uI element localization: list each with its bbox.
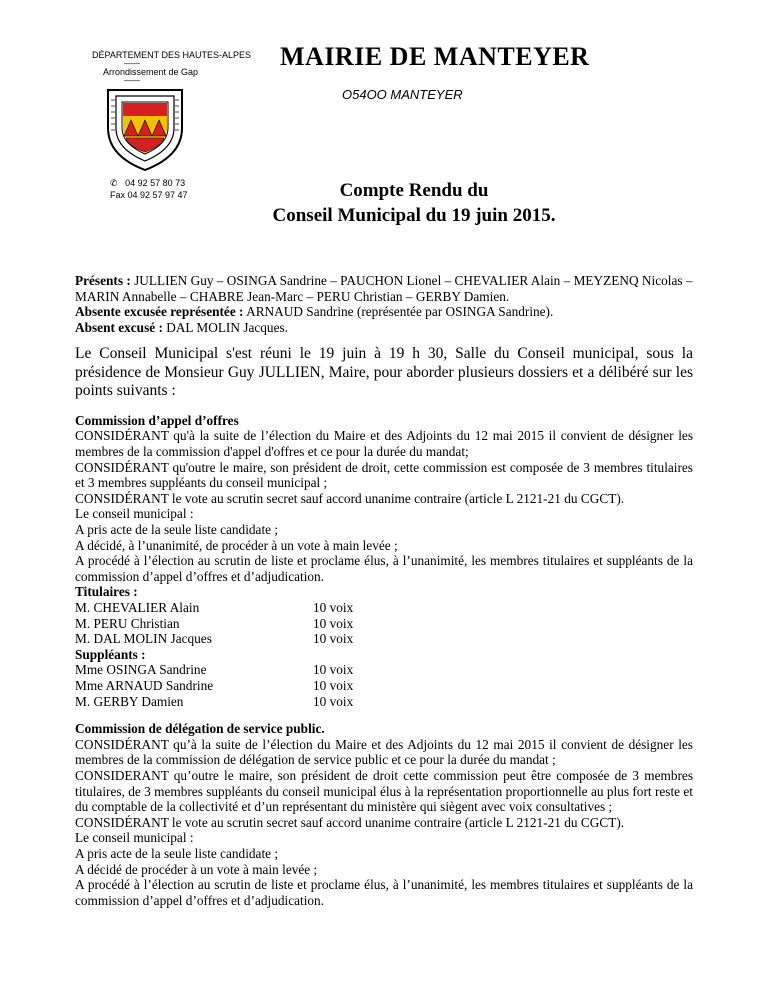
section2-p2: CONSIDERANT qu’outre le maire, son président de droit cette commission peut être composée de 3 membres titulaires, de 3 membres suppléants du conseil municipal élus à la représentation proportionnelle au plus fort reste et du comptable de la collectivité et d’un représentant du ministère qui siègent avec voix consultatives ; <box>75 767 693 815</box>
member-votes: 10 voix <box>313 693 354 709</box>
member-name: M. PERU Christian <box>75 615 180 631</box>
absente-label: Absente excusée représentée : <box>75 304 244 320</box>
section2-p3: CONSIDÉRANT le vote au scrutin secret sauf accord unanime contraire (article L 2121-21 du CGCT). <box>75 814 625 830</box>
member-votes: 10 voix <box>313 600 354 615</box>
member-name: Mme ARNAUD Sandrine <box>75 677 214 693</box>
section1-p7: A procédé à l’élection au scrutin de liste et proclame élus, à l’unanimité, les membres titulaires et suppléants de la commission d’appel d’offres et d’adjudication. <box>75 553 693 584</box>
presents-paragraph <box>75 273 693 304</box>
section2-p7: A procédé à l’élection au scrutin de liste et proclame élus, à l’unanimité, les membres titulaires et suppléants de la commission d’appel d’offres et d’adjudication. <box>75 877 693 908</box>
vote-row <box>75 662 693 678</box>
member-name: M. GERBY Damien <box>75 693 184 709</box>
section1-p4: Le conseil municipal : <box>75 506 194 522</box>
member-votes: 10 voix <box>313 631 354 647</box>
suppleants-label: Suppléants : <box>75 646 146 662</box>
department-label: DÉPARTEMENT DES HAUTES-ALPES <box>92 50 252 60</box>
section2-p4: Le conseil municipal : <box>75 830 194 846</box>
section2-heading: Commission de délégation de service public. <box>75 721 325 737</box>
vote-row <box>75 678 693 694</box>
section1-heading: Commission d’appel d’offres <box>75 412 239 428</box>
section2-p1: CONSIDÉRANT qu’à la suite de l’élection du Maire et des Adjoints du 12 mai 2015 il convient de désigner les membres de la commission de délégation de service public et ce pour la durée du mandat ; <box>75 736 693 768</box>
mairie-title: MAIRIE DE MANTEYER <box>280 42 590 71</box>
vote-row <box>75 600 693 616</box>
absente-paragraph <box>75 304 693 320</box>
vote-row <box>75 694 693 710</box>
absente-text: ARNAUD Sandrine (représentée par OSINGA Sandrine). <box>243 304 554 320</box>
title-line-2: Conseil Municipal du 19 juin 2015. <box>272 205 556 226</box>
coat-of-arms-logo <box>104 86 186 172</box>
member-votes: 10 voix <box>313 615 354 631</box>
section1-p1: CONSIDÉRANT qu'à la suite de l’élection du Maire et des Adjoints du 12 mai 2015 il convient de désigner les membres de la commission d'appel d'offres et ce pour la durée du mandat; <box>75 428 693 460</box>
document-body <box>75 273 693 908</box>
section1-p5: A pris acte de la seule liste candidate ; <box>75 522 279 538</box>
member-votes: 10 voix <box>313 677 354 693</box>
arrondissement-label: Arrondissement de Gap <box>103 67 199 77</box>
section1-p2: CONSIDÉRANT qu'outre le maire, son président de droit, cette commission est composée de 3 membres titulaires et 3 membres suppléants du conseil municipal ; <box>75 459 693 491</box>
section2-p6: A décidé de procéder à un vote à main levée ; <box>75 861 318 877</box>
phone-icon: ✆ <box>110 178 118 188</box>
absent-label: Absent excusé : <box>75 319 163 335</box>
absent-paragraph <box>75 320 693 336</box>
separator-dash-2: —— <box>124 76 140 85</box>
section1-p3: CONSIDÉRANT le vote au scrutin secret sauf accord unanime contraire (article L 2121-21 du CGCT). <box>75 490 625 506</box>
fax-number: Fax 04 92 57 97 47 <box>110 190 188 200</box>
intro-paragraph: Le Conseil Municipal s'est réuni le 19 juin à 19 h 30, Salle du Conseil municipal, sous la présidence de Monsieur Guy JULLIEN, Maire, pour aborder plusieurs dossiers et a délibéré sur les points suivants : <box>75 345 693 400</box>
member-name: M. CHEVALIER Alain <box>75 600 200 615</box>
separator-dash: —— <box>124 59 140 68</box>
member-name: Mme OSINGA Sandrine <box>75 662 207 678</box>
member-name: M. DAL MOLIN Jacques <box>75 631 212 647</box>
vote-row <box>75 631 693 647</box>
mairie-address: O54OO MANTEYER <box>342 87 463 102</box>
absent-text: DAL MOLIN Jacques. <box>162 319 288 335</box>
section1-p6: A décidé, à l’unanimité, de procéder à un vote à main levée ; <box>75 537 398 553</box>
section2-p5: A pris acte de la seule liste candidate ; <box>75 845 279 861</box>
presents-label: Présents : <box>75 273 131 288</box>
phone-number: 04 92 57 80 73 <box>125 178 186 188</box>
title-line-1: Compte Rendu du <box>339 180 489 201</box>
titulaires-label: Titulaires : <box>75 584 138 600</box>
vote-row <box>75 616 693 632</box>
document-title <box>0 178 768 228</box>
member-votes: 10 voix <box>313 662 354 678</box>
presents-text: JULLIEN Guy – OSINGA Sandrine – PAUCHON Lionel – CHEVALIER Alain – MEYZENQ Nicolas – MARIN Annabelle – CHABRE Jean-Marc – PERU Christian – GERBY Damien. <box>75 273 693 304</box>
